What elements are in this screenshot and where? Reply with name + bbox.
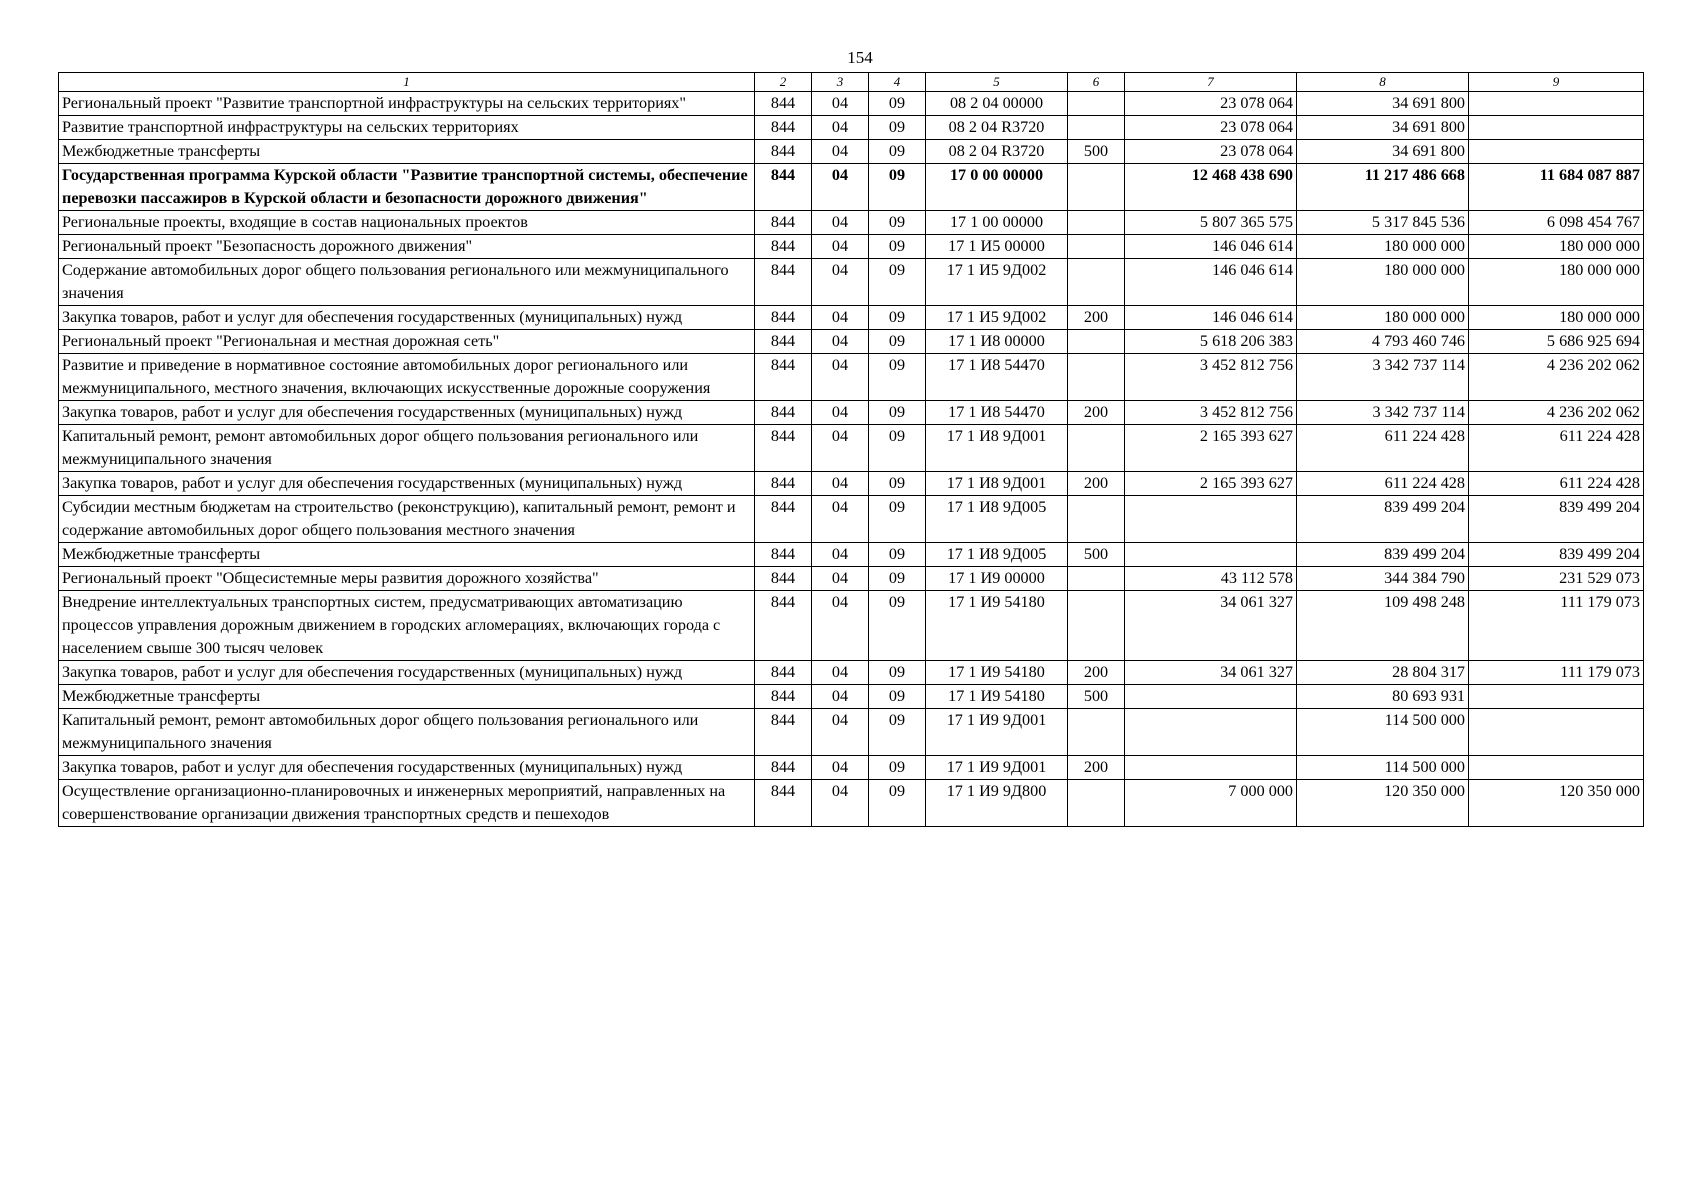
amount-col8-cell: 80 693 931 bbox=[1297, 685, 1469, 709]
column-header: 1 bbox=[59, 73, 755, 92]
section-code-cell: 04 bbox=[812, 709, 869, 756]
row-name-cell: Содержание автомобильных дорог общего пользования регионального или межмуниципального значения bbox=[59, 259, 755, 306]
admin-code-cell: 844 bbox=[755, 140, 812, 164]
amount-col7-cell: 12 468 438 690 bbox=[1125, 164, 1297, 211]
row-name-cell: Субсидии местным бюджетам на строительство (реконструкцию), капитальный ремонт, ремонт и содержание автомобильных дорог общего пользования местного значения bbox=[59, 496, 755, 543]
subsection-code-cell: 09 bbox=[869, 140, 926, 164]
amount-col9-cell: 111 179 073 bbox=[1469, 591, 1644, 661]
row-name-cell: Государственная программа Курской области "Развитие транспортной системы, обеспечение перевозки пассажиров в Курской области и безопасности дорожного движения" bbox=[59, 164, 755, 211]
target-article-cell: 17 1 И5 00000 bbox=[926, 235, 1068, 259]
column-header: 9 bbox=[1469, 73, 1644, 92]
amount-col7-cell bbox=[1125, 685, 1297, 709]
table-row bbox=[59, 709, 1644, 756]
expense-type-cell bbox=[1068, 330, 1125, 354]
admin-code-cell: 844 bbox=[755, 591, 812, 661]
subsection-code-cell: 09 bbox=[869, 661, 926, 685]
section-code-cell: 04 bbox=[812, 661, 869, 685]
page-number: 154 bbox=[847, 48, 873, 67]
target-article-cell: 17 1 И9 9Д800 bbox=[926, 780, 1068, 827]
table-row bbox=[59, 661, 1644, 685]
table-row bbox=[59, 591, 1644, 661]
table-row bbox=[59, 425, 1644, 472]
amount-col9-cell: 231 529 073 bbox=[1469, 567, 1644, 591]
section-code-cell: 04 bbox=[812, 756, 869, 780]
subsection-code-cell: 09 bbox=[869, 354, 926, 401]
target-article-cell: 17 1 И8 9Д001 bbox=[926, 472, 1068, 496]
expense-type-cell: 500 bbox=[1068, 685, 1125, 709]
amount-col7-cell: 23 078 064 bbox=[1125, 116, 1297, 140]
admin-code-cell: 844 bbox=[755, 354, 812, 401]
admin-code-cell: 844 bbox=[755, 235, 812, 259]
section-code-cell: 04 bbox=[812, 164, 869, 211]
admin-code-cell: 844 bbox=[755, 756, 812, 780]
amount-col8-cell: 5 317 845 536 bbox=[1297, 211, 1469, 235]
table-row bbox=[59, 259, 1644, 306]
section-code-cell: 04 bbox=[812, 401, 869, 425]
table-body bbox=[59, 92, 1644, 827]
amount-col8-cell: 180 000 000 bbox=[1297, 235, 1469, 259]
table-row bbox=[59, 685, 1644, 709]
section-code-cell: 04 bbox=[812, 259, 869, 306]
admin-code-cell: 844 bbox=[755, 92, 812, 116]
subsection-code-cell: 09 bbox=[869, 259, 926, 306]
subsection-code-cell: 09 bbox=[869, 780, 926, 827]
amount-col8-cell: 114 500 000 bbox=[1297, 756, 1469, 780]
amount-col9-cell: 120 350 000 bbox=[1469, 780, 1644, 827]
table-row bbox=[59, 235, 1644, 259]
amount-col9-cell bbox=[1469, 92, 1644, 116]
table-row bbox=[59, 472, 1644, 496]
amount-col7-cell: 2 165 393 627 bbox=[1125, 425, 1297, 472]
amount-col7-cell: 43 112 578 bbox=[1125, 567, 1297, 591]
section-code-cell: 04 bbox=[812, 496, 869, 543]
table-row bbox=[59, 756, 1644, 780]
subsection-code-cell: 09 bbox=[869, 330, 926, 354]
amount-col9-cell bbox=[1469, 685, 1644, 709]
subsection-code-cell: 09 bbox=[869, 543, 926, 567]
target-article-cell: 17 1 И9 54180 bbox=[926, 661, 1068, 685]
target-article-cell: 08 2 04 R3720 bbox=[926, 140, 1068, 164]
amount-col7-cell: 23 078 064 bbox=[1125, 140, 1297, 164]
table-row bbox=[59, 496, 1644, 543]
amount-col7-cell bbox=[1125, 543, 1297, 567]
row-name-cell: Межбюджетные трансферты bbox=[59, 140, 755, 164]
expense-type-cell: 200 bbox=[1068, 401, 1125, 425]
table-row bbox=[59, 567, 1644, 591]
expense-type-cell bbox=[1068, 425, 1125, 472]
budget-table bbox=[58, 72, 1644, 827]
amount-col8-cell: 611 224 428 bbox=[1297, 425, 1469, 472]
admin-code-cell: 844 bbox=[755, 496, 812, 543]
target-article-cell: 17 1 И8 54470 bbox=[926, 354, 1068, 401]
row-name-cell: Региональный проект "Безопасность дорожного движения" bbox=[59, 235, 755, 259]
admin-code-cell: 844 bbox=[755, 661, 812, 685]
amount-col9-cell: 839 499 204 bbox=[1469, 496, 1644, 543]
admin-code-cell: 844 bbox=[755, 472, 812, 496]
amount-col9-cell: 4 236 202 062 bbox=[1469, 401, 1644, 425]
amount-col8-cell: 11 217 486 668 bbox=[1297, 164, 1469, 211]
amount-col9-cell: 839 499 204 bbox=[1469, 543, 1644, 567]
expense-type-cell: 200 bbox=[1068, 661, 1125, 685]
subsection-code-cell: 09 bbox=[869, 709, 926, 756]
column-header: 8 bbox=[1297, 73, 1469, 92]
target-article-cell: 17 1 И9 9Д001 bbox=[926, 756, 1068, 780]
amount-col8-cell: 3 342 737 114 bbox=[1297, 354, 1469, 401]
column-header: 2 bbox=[755, 73, 812, 92]
amount-col7-cell: 3 452 812 756 bbox=[1125, 354, 1297, 401]
row-name-cell: Закупка товаров, работ и услуг для обеспечения государственных (муниципальных) нужд bbox=[59, 472, 755, 496]
target-article-cell: 17 1 И9 00000 bbox=[926, 567, 1068, 591]
admin-code-cell: 844 bbox=[755, 211, 812, 235]
amount-col8-cell: 839 499 204 bbox=[1297, 543, 1469, 567]
section-code-cell: 04 bbox=[812, 425, 869, 472]
amount-col8-cell: 839 499 204 bbox=[1297, 496, 1469, 543]
table-row bbox=[59, 306, 1644, 330]
subsection-code-cell: 09 bbox=[869, 425, 926, 472]
amount-col8-cell: 34 691 800 bbox=[1297, 92, 1469, 116]
table-row bbox=[59, 780, 1644, 827]
admin-code-cell: 844 bbox=[755, 164, 812, 211]
row-name-cell: Региональный проект "Общесистемные меры развития дорожного хозяйства" bbox=[59, 567, 755, 591]
amount-col8-cell: 120 350 000 bbox=[1297, 780, 1469, 827]
admin-code-cell: 844 bbox=[755, 401, 812, 425]
admin-code-cell: 844 bbox=[755, 709, 812, 756]
expense-type-cell bbox=[1068, 92, 1125, 116]
amount-col8-cell: 109 498 248 bbox=[1297, 591, 1469, 661]
admin-code-cell: 844 bbox=[755, 543, 812, 567]
amount-col9-cell: 6 098 454 767 bbox=[1469, 211, 1644, 235]
subsection-code-cell: 09 bbox=[869, 472, 926, 496]
amount-col7-cell bbox=[1125, 756, 1297, 780]
amount-col9-cell: 5 686 925 694 bbox=[1469, 330, 1644, 354]
row-name-cell: Межбюджетные трансферты bbox=[59, 543, 755, 567]
target-article-cell: 17 1 И8 54470 bbox=[926, 401, 1068, 425]
amount-col7-cell: 5 807 365 575 bbox=[1125, 211, 1297, 235]
subsection-code-cell: 09 bbox=[869, 567, 926, 591]
amount-col8-cell: 180 000 000 bbox=[1297, 306, 1469, 330]
column-header: 6 bbox=[1068, 73, 1125, 92]
section-code-cell: 04 bbox=[812, 685, 869, 709]
amount-col8-cell: 28 804 317 bbox=[1297, 661, 1469, 685]
expense-type-cell: 500 bbox=[1068, 543, 1125, 567]
amount-col9-cell bbox=[1469, 140, 1644, 164]
amount-col7-cell: 146 046 614 bbox=[1125, 259, 1297, 306]
target-article-cell: 17 1 И5 9Д002 bbox=[926, 306, 1068, 330]
amount-col9-cell: 4 236 202 062 bbox=[1469, 354, 1644, 401]
amount-col8-cell: 114 500 000 bbox=[1297, 709, 1469, 756]
section-code-cell: 04 bbox=[812, 330, 869, 354]
row-name-cell: Капитальный ремонт, ремонт автомобильных дорог общего пользования регионального или межмуниципального значения bbox=[59, 709, 755, 756]
row-name-cell: Осуществление организационно-планировочных и инженерных мероприятий, направленных на совершенствование организации движения транспортных средств и пешеходов bbox=[59, 780, 755, 827]
column-header: 7 bbox=[1125, 73, 1297, 92]
expense-type-cell bbox=[1068, 211, 1125, 235]
admin-code-cell: 844 bbox=[755, 685, 812, 709]
expense-type-cell: 500 bbox=[1068, 140, 1125, 164]
table-row bbox=[59, 92, 1644, 116]
section-code-cell: 04 bbox=[812, 116, 869, 140]
admin-code-cell: 844 bbox=[755, 780, 812, 827]
row-name-cell: Региональный проект "Развитие транспортной инфраструктуры на сельских территориях" bbox=[59, 92, 755, 116]
expense-type-cell: 200 bbox=[1068, 472, 1125, 496]
table-row bbox=[59, 401, 1644, 425]
subsection-code-cell: 09 bbox=[869, 756, 926, 780]
subsection-code-cell: 09 bbox=[869, 306, 926, 330]
row-name-cell: Закупка товаров, работ и услуг для обеспечения государственных (муниципальных) нужд bbox=[59, 401, 755, 425]
target-article-cell: 08 2 04 00000 bbox=[926, 92, 1068, 116]
target-article-cell: 17 1 00 00000 bbox=[926, 211, 1068, 235]
amount-col7-cell: 146 046 614 bbox=[1125, 306, 1297, 330]
table-row bbox=[59, 354, 1644, 401]
expense-type-cell bbox=[1068, 164, 1125, 211]
row-name-cell: Развитие и приведение в нормативное состояние автомобильных дорог регионального или межмуниципального, местного значения, включающих искусственные дорожные сооружения bbox=[59, 354, 755, 401]
target-article-cell: 17 1 И8 9Д005 bbox=[926, 543, 1068, 567]
section-code-cell: 04 bbox=[812, 591, 869, 661]
expense-type-cell bbox=[1068, 259, 1125, 306]
row-name-cell: Закупка товаров, работ и услуг для обеспечения государственных (муниципальных) нужд bbox=[59, 756, 755, 780]
subsection-code-cell: 09 bbox=[869, 235, 926, 259]
amount-col9-cell: 180 000 000 bbox=[1469, 235, 1644, 259]
row-name-cell: Закупка товаров, работ и услуг для обеспечения государственных (муниципальных) нужд bbox=[59, 661, 755, 685]
target-article-cell: 08 2 04 R3720 bbox=[926, 116, 1068, 140]
target-article-cell: 17 1 И8 00000 bbox=[926, 330, 1068, 354]
admin-code-cell: 844 bbox=[755, 306, 812, 330]
row-name-cell: Региональный проект "Региональная и местная дорожная сеть" bbox=[59, 330, 755, 354]
row-name-cell: Капитальный ремонт, ремонт автомобильных дорог общего пользования регионального или межмуниципального значения bbox=[59, 425, 755, 472]
subsection-code-cell: 09 bbox=[869, 496, 926, 543]
amount-col7-cell: 34 061 327 bbox=[1125, 591, 1297, 661]
section-code-cell: 04 bbox=[812, 306, 869, 330]
column-header: 3 bbox=[812, 73, 869, 92]
table-row bbox=[59, 543, 1644, 567]
table-row bbox=[59, 140, 1644, 164]
amount-col7-cell: 23 078 064 bbox=[1125, 92, 1297, 116]
amount-col9-cell: 180 000 000 bbox=[1469, 306, 1644, 330]
amount-col9-cell: 180 000 000 bbox=[1469, 259, 1644, 306]
amount-col7-cell bbox=[1125, 709, 1297, 756]
subsection-code-cell: 09 bbox=[869, 92, 926, 116]
table-row bbox=[59, 116, 1644, 140]
amount-col9-cell: 611 224 428 bbox=[1469, 472, 1644, 496]
amount-col8-cell: 344 384 790 bbox=[1297, 567, 1469, 591]
subsection-code-cell: 09 bbox=[869, 116, 926, 140]
column-header: 5 bbox=[926, 73, 1068, 92]
target-article-cell: 17 1 И9 9Д001 bbox=[926, 709, 1068, 756]
expense-type-cell bbox=[1068, 496, 1125, 543]
amount-col9-cell bbox=[1469, 709, 1644, 756]
amount-col9-cell: 11 684 087 887 bbox=[1469, 164, 1644, 211]
section-code-cell: 04 bbox=[812, 140, 869, 164]
amount-col9-cell bbox=[1469, 116, 1644, 140]
row-name-cell: Внедрение интеллектуальных транспортных систем, предусматривающих автоматизацию процессов управления дорожным движением в городских агломерациях, включающих города с населением свыше 300 тысяч человек bbox=[59, 591, 755, 661]
expense-type-cell bbox=[1068, 116, 1125, 140]
admin-code-cell: 844 bbox=[755, 259, 812, 306]
amount-col7-cell: 2 165 393 627 bbox=[1125, 472, 1297, 496]
section-code-cell: 04 bbox=[812, 780, 869, 827]
amount-col7-cell bbox=[1125, 496, 1297, 543]
target-article-cell: 17 1 И9 54180 bbox=[926, 591, 1068, 661]
amount-col7-cell: 3 452 812 756 bbox=[1125, 401, 1297, 425]
amount-col8-cell: 34 691 800 bbox=[1297, 116, 1469, 140]
subsection-code-cell: 09 bbox=[869, 685, 926, 709]
amount-col7-cell: 5 618 206 383 bbox=[1125, 330, 1297, 354]
expense-type-cell: 200 bbox=[1068, 306, 1125, 330]
subsection-code-cell: 09 bbox=[869, 401, 926, 425]
admin-code-cell: 844 bbox=[755, 567, 812, 591]
subsection-code-cell: 09 bbox=[869, 591, 926, 661]
subsection-code-cell: 09 bbox=[869, 164, 926, 211]
expense-type-cell bbox=[1068, 709, 1125, 756]
amount-col8-cell: 3 342 737 114 bbox=[1297, 401, 1469, 425]
column-header: 4 bbox=[869, 73, 926, 92]
amount-col7-cell: 34 061 327 bbox=[1125, 661, 1297, 685]
amount-col9-cell: 111 179 073 bbox=[1469, 661, 1644, 685]
section-code-cell: 04 bbox=[812, 472, 869, 496]
admin-code-cell: 844 bbox=[755, 330, 812, 354]
table-row bbox=[59, 330, 1644, 354]
amount-col8-cell: 34 691 800 bbox=[1297, 140, 1469, 164]
amount-col9-cell: 611 224 428 bbox=[1469, 425, 1644, 472]
target-article-cell: 17 1 И9 54180 bbox=[926, 685, 1068, 709]
amount-col7-cell: 146 046 614 bbox=[1125, 235, 1297, 259]
row-name-cell: Развитие транспортной инфраструктуры на сельских территориях bbox=[59, 116, 755, 140]
admin-code-cell: 844 bbox=[755, 116, 812, 140]
row-name-cell: Региональные проекты, входящие в состав национальных проектов bbox=[59, 211, 755, 235]
subsection-code-cell: 09 bbox=[869, 211, 926, 235]
amount-col8-cell: 611 224 428 bbox=[1297, 472, 1469, 496]
table-row bbox=[59, 211, 1644, 235]
expense-type-cell bbox=[1068, 354, 1125, 401]
section-code-cell: 04 bbox=[812, 543, 869, 567]
amount-col8-cell: 180 000 000 bbox=[1297, 259, 1469, 306]
row-name-cell: Закупка товаров, работ и услуг для обеспечения государственных (муниципальных) нужд bbox=[59, 306, 755, 330]
expense-type-cell: 200 bbox=[1068, 756, 1125, 780]
column-number-row bbox=[59, 73, 1644, 92]
target-article-cell: 17 1 И8 9Д005 bbox=[926, 496, 1068, 543]
section-code-cell: 04 bbox=[812, 354, 869, 401]
section-code-cell: 04 bbox=[812, 235, 869, 259]
amount-col8-cell: 4 793 460 746 bbox=[1297, 330, 1469, 354]
target-article-cell: 17 0 00 00000 bbox=[926, 164, 1068, 211]
expense-type-cell bbox=[1068, 591, 1125, 661]
expense-type-cell bbox=[1068, 780, 1125, 827]
expense-type-cell bbox=[1068, 235, 1125, 259]
section-code-cell: 04 bbox=[812, 211, 869, 235]
amount-col7-cell: 7 000 000 bbox=[1125, 780, 1297, 827]
table-row bbox=[59, 164, 1644, 211]
target-article-cell: 17 1 И8 9Д001 bbox=[926, 425, 1068, 472]
target-article-cell: 17 1 И5 9Д002 bbox=[926, 259, 1068, 306]
amount-col9-cell bbox=[1469, 756, 1644, 780]
row-name-cell: Межбюджетные трансферты bbox=[59, 685, 755, 709]
section-code-cell: 04 bbox=[812, 92, 869, 116]
section-code-cell: 04 bbox=[812, 567, 869, 591]
expense-type-cell bbox=[1068, 567, 1125, 591]
admin-code-cell: 844 bbox=[755, 425, 812, 472]
